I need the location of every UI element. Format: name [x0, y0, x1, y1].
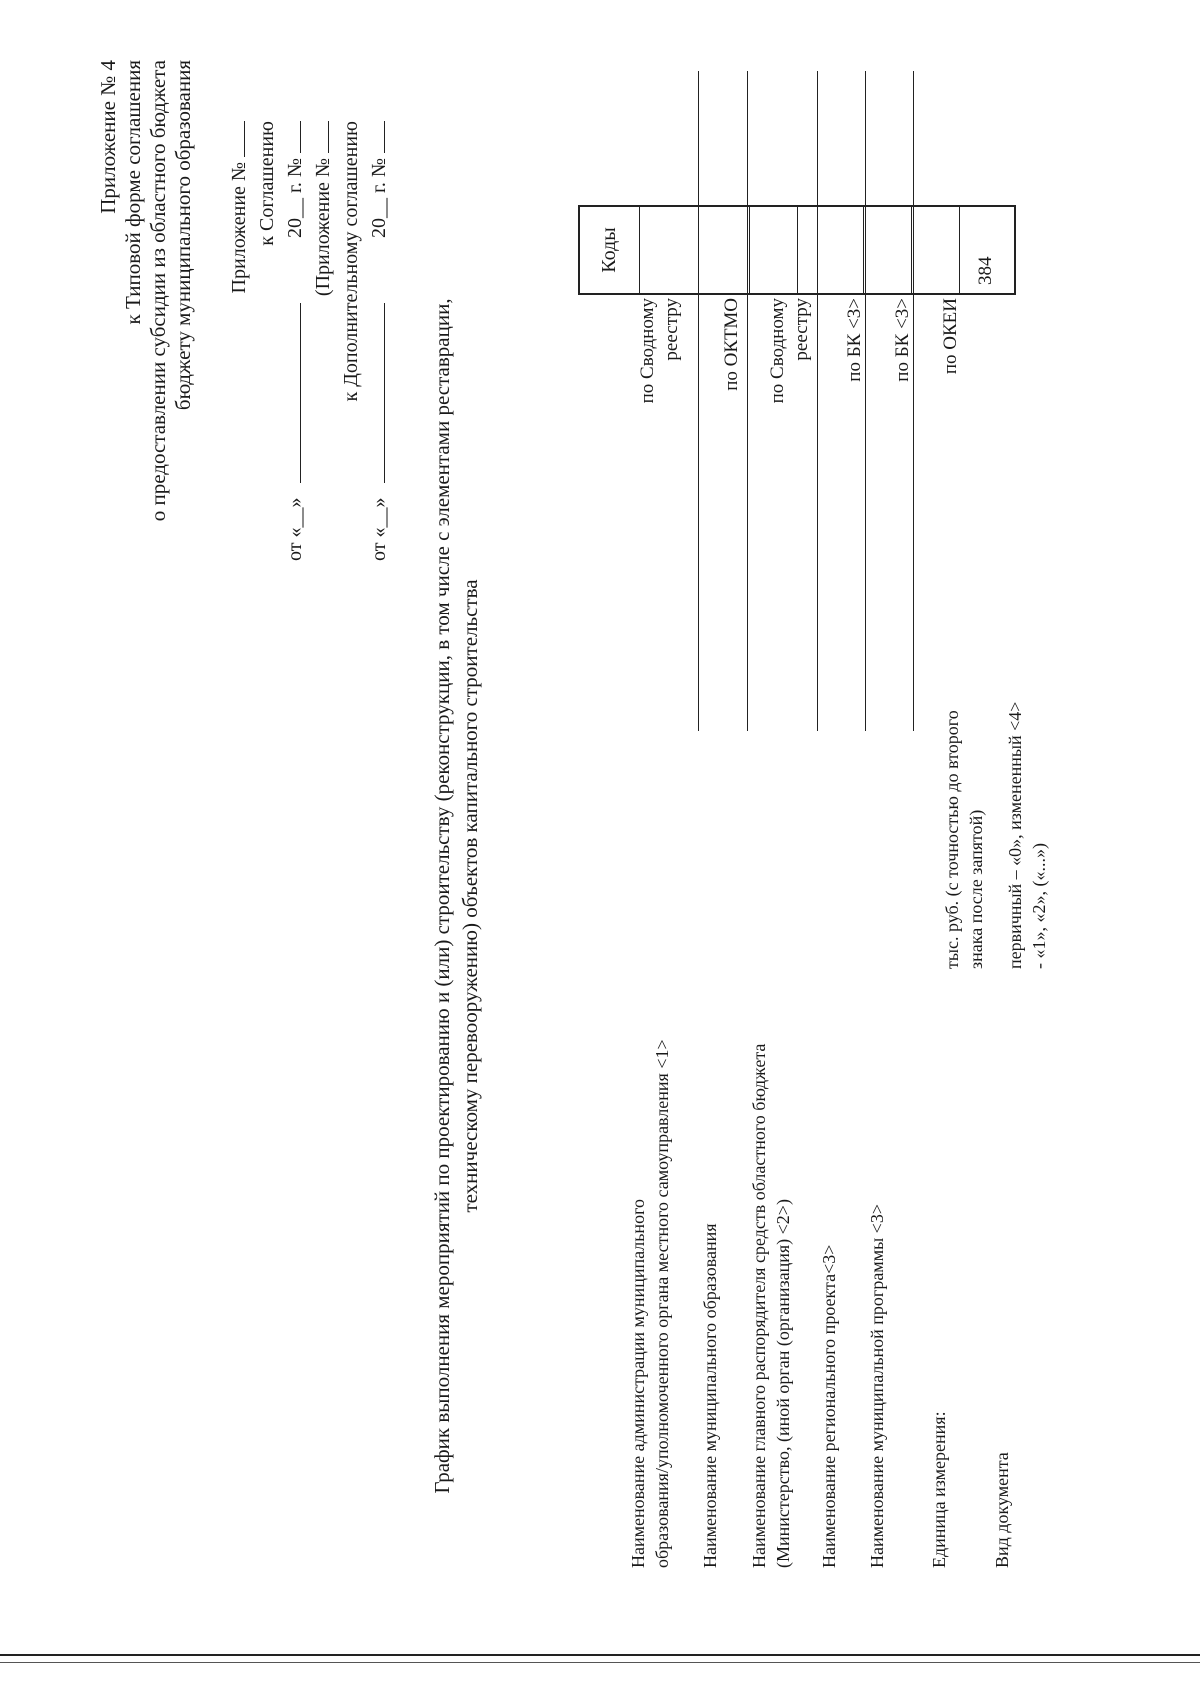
code-cell-bk-2[interactable] [912, 207, 960, 293]
row-label-doc-type: Вид документа [992, 1452, 1012, 1568]
header-line2: к Типовой форме соглашения [121, 60, 145, 325]
scan-edge-line [0, 1654, 1200, 1656]
code-label-bk-2: по БК <3> [892, 298, 913, 382]
row-label-administration: Наименование администрации муниципального образования/уполномоченного органа местного самоуправления <1> [628, 1039, 672, 1568]
code-label-registry-2: по Сводному реестру [767, 298, 812, 404]
field-main-administrator[interactable] [817, 71, 818, 731]
blank-line [226, 121, 245, 157]
row-label-municipality: Наименование муниципального образования [700, 1223, 720, 1568]
code-label-oktmo: по ОКТМО [721, 298, 742, 391]
code-label-bk-1: по БК <3> [844, 298, 865, 382]
code-cell-registry-2[interactable] [798, 207, 864, 293]
title-line2: техническому перевооружению) объектов капитального строительства [458, 579, 482, 1213]
row-label-municipal-program: Наименование муниципальной программы <3> [867, 1204, 887, 1568]
blank-line [282, 303, 301, 483]
row-label-unit: Единица измерения: [929, 1411, 949, 1568]
ref-to-additional: к Дополнительному соглашению [340, 121, 362, 402]
code-cell-okei: 384 [975, 256, 996, 285]
document-title [428, 231, 484, 1561]
blank-line [366, 303, 385, 483]
header-line4: бюджету муниципального образования [171, 60, 195, 411]
ref-appendix-no: Приложение № [228, 162, 250, 294]
code-cell-bk-1[interactable] [864, 207, 912, 293]
blank-line [366, 121, 385, 153]
blank-line [310, 121, 329, 153]
code-cell-oktmo[interactable] [750, 207, 798, 293]
row-label-regional-project: Наименование регионального проекта<3> [819, 1244, 839, 1568]
header-appendix: Приложение № 4 [96, 60, 120, 214]
ref-year-2: 20__ г. № [368, 158, 390, 239]
ref-from-2: от «__» [368, 497, 390, 561]
title-line1: График выполнения мероприятий по проектированию и (или) строительству (реконструкции, в том числе с элементами реставрации, [430, 298, 454, 1494]
scan-edge-line-2 [0, 1662, 1200, 1663]
code-label-okei: по ОКЕИ [940, 298, 961, 375]
ref-to-agreement: к Соглашению [256, 121, 278, 246]
code-label-registry-1: по Сводному реестру [637, 298, 682, 404]
codes-header: Коды [580, 207, 640, 293]
blank-line [282, 121, 301, 153]
ref-year-1: 20__ г. № [284, 158, 306, 239]
header-line3: о предоставлении субсидии из областного бюджета [146, 60, 170, 522]
codes-table [578, 205, 1016, 295]
agreement-reference [225, 121, 393, 561]
field-municipality[interactable] [747, 71, 748, 731]
doc-type-value: первичный – «0», измененный <4> - «1», «2», («...») [1005, 701, 1049, 969]
field-administration[interactable] [698, 71, 699, 731]
ref-appendix-no-2: (Приложение № [312, 158, 334, 297]
appendix-header [96, 60, 196, 820]
unit-value: тыс. руб. (с точностью до второго знака после запятой) [942, 710, 986, 969]
code-cell-registry-1[interactable] [640, 207, 750, 293]
ref-from-1: от «__» [284, 497, 306, 561]
row-label-main-administrator: Наименование главного распорядителя средств областного бюджета (Министерство, (иной орган (организация) <2>) [749, 1043, 793, 1568]
